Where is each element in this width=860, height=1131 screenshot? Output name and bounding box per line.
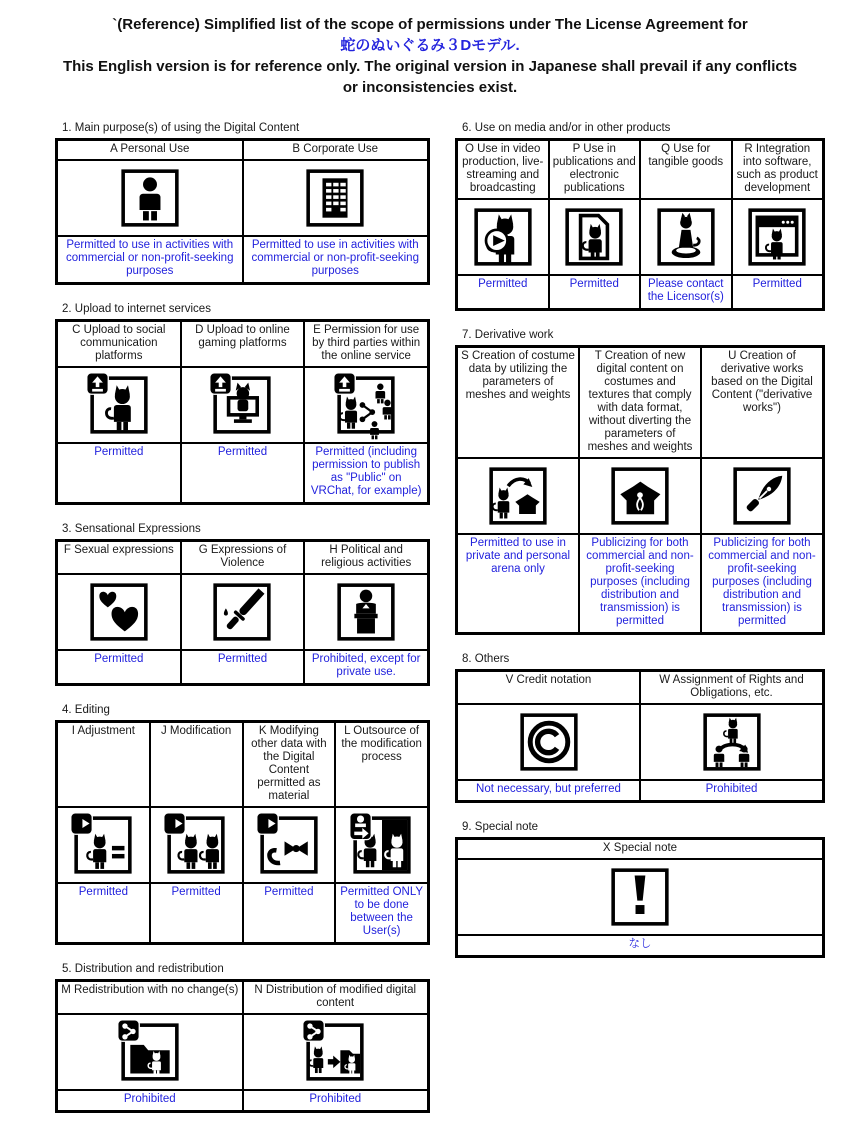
- section-main-purpose: [55, 122, 430, 285]
- permission-icon-cell-R: [732, 199, 824, 275]
- permission-table: [455, 837, 825, 958]
- permission-header-E: E Permission for use by third parties within the online service: [304, 321, 428, 367]
- permission-table: [455, 138, 825, 311]
- permission-icon-cell-A: [57, 160, 243, 236]
- title-line: `(Reference) Simplified list of the scope of permissions under The License Agreement for: [112, 16, 748, 33]
- person-icon: [116, 164, 184, 232]
- permission-status-S: Permitted to use in private and personal arena only: [457, 534, 579, 633]
- permission-status-A: Permitted to use in activities with commercial or non-profit-seeking purposes: [57, 236, 243, 283]
- left-column: [55, 122, 430, 1131]
- permission-table: [455, 669, 825, 803]
- permission-header-R: R Integration into software, such as product development: [732, 140, 824, 199]
- building-icon: [301, 164, 369, 232]
- permission-header-B: B Corporate Use: [243, 140, 429, 160]
- software-icon: [743, 203, 811, 271]
- permission-status-R: Permitted: [732, 275, 824, 309]
- permission-icon-cell-J: [150, 807, 243, 883]
- redistribution-icon: [116, 1018, 184, 1086]
- section-heading: 1. Main purpose(s) of using the Digital Content: [62, 122, 300, 134]
- permission-header-X: X Special note: [457, 839, 823, 859]
- permission-header-G: G Expressions of Violence: [181, 541, 305, 574]
- permission-icon-cell-N: [243, 1014, 429, 1090]
- permission-status-E: Permitted (including permission to publish as "Public" on VRChat, for example): [304, 443, 428, 503]
- section-sensational-expressions: [55, 523, 430, 686]
- permission-status-Q: Please contact the Licensor(s): [640, 275, 732, 309]
- permission-header-O: O Use in video production, live-streaming and broadcasting: [457, 140, 549, 199]
- adjustment-icon: [69, 811, 137, 879]
- permission-header-J: J Modification: [150, 722, 243, 807]
- permission-icon-cell-K: [243, 807, 336, 883]
- permission-status-L: Permitted ONLY to be done between the User(s): [335, 883, 428, 943]
- permission-icon-cell-U: [701, 458, 823, 534]
- section-distribution: [55, 963, 430, 1113]
- permission-icon-cell-B: [243, 160, 429, 236]
- section-heading: 7. Derivative work: [462, 329, 554, 341]
- permission-icon-cell-H: [304, 574, 428, 650]
- permission-status-N: Prohibited: [243, 1090, 429, 1111]
- permission-status-J: Permitted: [150, 883, 243, 943]
- permission-status-W: Prohibited: [640, 780, 823, 801]
- upload-gaming-icon: [208, 371, 276, 439]
- content-columns: [0, 122, 860, 1131]
- pen-icon: [728, 462, 796, 530]
- permission-header-H: H Political and religious activities: [304, 541, 428, 574]
- permission-header-M: M Redistribution with no change(s): [57, 981, 243, 1014]
- hearts-icon: [85, 578, 153, 646]
- permission-header-Q: Q Use for tangible goods: [640, 140, 732, 199]
- permission-header-I: I Adjustment: [57, 722, 150, 807]
- permission-icon-cell-V: [457, 704, 640, 780]
- permission-icon-cell-Q: [640, 199, 732, 275]
- section-upload-internet: [55, 303, 430, 505]
- tangible-goods-icon: [652, 203, 720, 271]
- right-column: [455, 122, 825, 976]
- section-special-note: [455, 821, 825, 958]
- modification-icon: [162, 811, 230, 879]
- section-heading: 8. Others: [462, 653, 510, 665]
- section-derivative-work: [455, 329, 825, 635]
- title-disclaimer: This English version is for reference only. The original version in Japanese shall prevail if any conflicts or inconsistencies exist.: [62, 58, 798, 96]
- permission-icon-cell-P: [549, 199, 641, 275]
- permission-status-I: Permitted: [57, 883, 150, 943]
- permission-status-O: Permitted: [457, 275, 549, 309]
- permission-status-P: Permitted: [549, 275, 641, 309]
- permission-icon-cell-O: [457, 199, 549, 275]
- permission-header-N: N Distribution of modified digital content: [243, 981, 429, 1014]
- permission-icon-cell-T: [579, 458, 701, 534]
- permission-status-T: Publicizing for both commercial and non-profit-seeking purposes (including distribution and transmission) is permitted: [579, 534, 701, 633]
- permission-header-P: P Use in publications and electronic publications: [549, 140, 641, 199]
- permission-status-K: Permitted: [243, 883, 336, 943]
- permission-header-L: L Outsource of the modification process: [335, 722, 428, 807]
- permission-icon-cell-F: [57, 574, 181, 650]
- exclamation-icon: [606, 863, 674, 931]
- section-heading: 5. Distribution and redistribution: [62, 963, 224, 975]
- permission-status-B: Permitted to use in activities with commercial or non-profit-seeking purposes: [243, 236, 429, 283]
- costume-data-icon: [484, 462, 552, 530]
- permission-status-G: Permitted: [181, 650, 305, 684]
- podium-icon: [332, 578, 400, 646]
- permission-icon-cell-I: [57, 807, 150, 883]
- permission-status-M: Prohibited: [57, 1090, 243, 1111]
- permission-status-U: Publicizing for both commercial and non-profit-seeking purposes (including distribution and transmission) is permitted: [701, 534, 823, 633]
- section-others: [455, 653, 825, 803]
- third-party-use-icon: [332, 371, 400, 439]
- permission-table: [55, 138, 430, 285]
- permission-icon-cell-X: [457, 859, 823, 935]
- permission-header-F: F Sexual expressions: [57, 541, 181, 574]
- outsource-icon: [348, 811, 416, 879]
- section-heading: 9. Special note: [462, 821, 539, 833]
- permission-icon-cell-D: [181, 367, 305, 443]
- permission-status-D: Permitted: [181, 443, 305, 503]
- permission-table: [55, 319, 430, 505]
- permission-icon-cell-E: [304, 367, 428, 443]
- publication-icon: [560, 203, 628, 271]
- permission-table: [455, 345, 825, 635]
- permission-header-K: K Modifying other data with the Digital Content permitted as material: [243, 722, 336, 807]
- model-name: 蛇のぬいぐるみ３Dモデル.: [340, 37, 520, 54]
- permission-header-U: U Creation of derivative works based on the Digital Content ("derivative works"): [701, 347, 823, 458]
- section-heading: 4. Editing: [62, 704, 110, 716]
- permission-icon-cell-S: [457, 458, 579, 534]
- permission-icon-cell-C: [57, 367, 181, 443]
- permission-header-T: T Creation of new digital content on costumes and textures that comply with data format, without diverting the parameters of meshes and weights: [579, 347, 701, 458]
- document-title: [0, 0, 860, 98]
- permission-icon-cell-L: [335, 807, 428, 883]
- upload-social-icon: [85, 371, 153, 439]
- permission-status-C: Permitted: [57, 443, 181, 503]
- costume-icon: [606, 462, 674, 530]
- permission-status-X: なし: [457, 935, 823, 956]
- section-heading: 6. Use on media and/or in other products: [462, 122, 671, 134]
- permission-header-D: D Upload to online gaming platforms: [181, 321, 305, 367]
- knife-icon: [208, 578, 276, 646]
- permission-header-W: W Assignment of Rights and Obligations, etc.: [640, 671, 823, 704]
- modify-other-data-icon: [255, 811, 323, 879]
- permission-icon-cell-G: [181, 574, 305, 650]
- permission-header-A: A Personal Use: [57, 140, 243, 160]
- permission-icon-cell-W: [640, 704, 823, 780]
- permission-header-V: V Credit notation: [457, 671, 640, 704]
- section-media-products: [455, 122, 825, 311]
- permission-header-S: S Creation of costume data by utilizing the parameters of meshes and weights: [457, 347, 579, 458]
- permission-status-F: Permitted: [57, 650, 181, 684]
- video-icon: [469, 203, 537, 271]
- modified-distribution-icon: [301, 1018, 369, 1086]
- permission-table: [55, 539, 430, 686]
- permission-table: [55, 720, 430, 945]
- copyright-icon: [515, 708, 583, 776]
- permission-table: [55, 979, 430, 1113]
- section-heading: 3. Sensational Expressions: [62, 523, 201, 535]
- permission-icon-cell-M: [57, 1014, 243, 1090]
- section-editing: [55, 704, 430, 945]
- assignment-icon: [698, 708, 766, 776]
- permission-status-V: Not necessary, but preferred: [457, 780, 640, 801]
- permission-header-C: C Upload to social communication platforms: [57, 321, 181, 367]
- permission-status-H: Prohibited, except for private use.: [304, 650, 428, 684]
- section-heading: 2. Upload to internet services: [62, 303, 211, 315]
